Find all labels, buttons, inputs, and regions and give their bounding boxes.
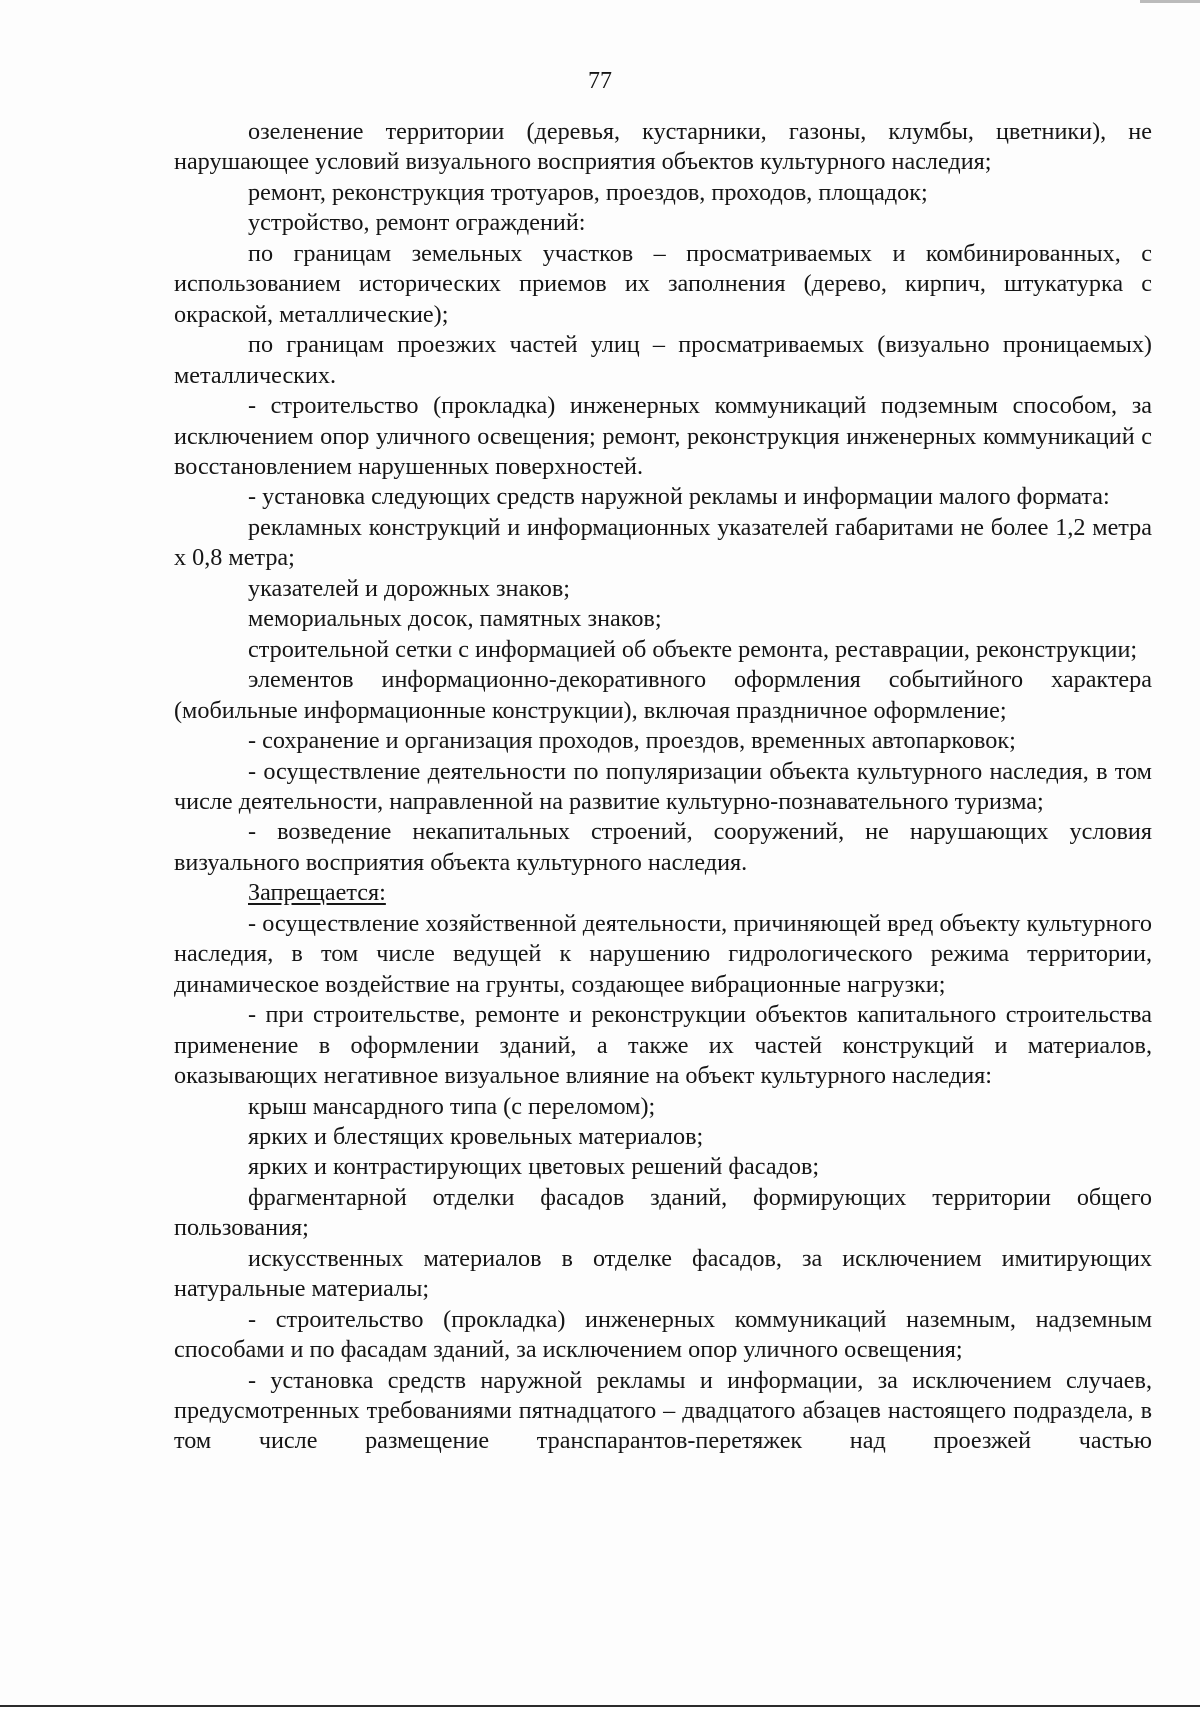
paragraph-artificial-materials: искусственных материалов в отделке фасадов, за исключением имитирующих натуральные материалы; xyxy=(174,1244,1152,1303)
paragraph-decorative-elements: элементов информационно-декоративного оформления событийного характера (мобильные информационные конструкции), включая праздничное оформление; xyxy=(174,666,1152,724)
paragraph-negative-materials: - при строительстве, ремонте и реконструкции объектов капитального строительства применение в оформлении зданий, а также их частей конструкций и материалов, оказывающих негативное визуальное влияние на объект культурного наследия: xyxy=(174,1001,1152,1090)
scan-bottom-border xyxy=(0,1705,1200,1707)
paragraph-mansard-roofs: крыш мансардного типа (с переломом); xyxy=(248,1092,656,1120)
paragraph-road-signs: указателей и дорожных знаков; xyxy=(248,574,570,602)
paragraph-harmful-activity: - осуществление хозяйственной деятельности, причиняющей вред объекту культурного наследия, в том числе ведущей к нарушению гидрологического режима территории, динамическое воздействие на грунты, создающее вибрационные нагрузки; xyxy=(174,909,1152,998)
paragraph-memorial-plaques: мемориальных досок, памятных знаков; xyxy=(248,605,662,633)
scan-edge-mark xyxy=(1140,0,1200,3)
paragraph-outdoor-advertising: - установка следующих средств наружной рекламы и информации малого формата: xyxy=(248,483,1110,511)
paragraph-advertising-restriction: - установка средств наружной рекламы и информации, за исключением случаев, предусмотренных требованиями пятнадцатого – двадцатого абзацев настоящего подраздела, в том числе размещение транспарантов-перетяжек над проезжей частью xyxy=(174,1366,1152,1455)
paragraph-contrasting-colors: ярких и контрастирующих цветовых решений фасадов; xyxy=(248,1153,820,1181)
paragraph-ad-structures-size: рекламных конструкций и информационных указателей габаритами не более 1,2 метра х 0,8 метра; xyxy=(174,513,1152,572)
paragraph-underground-utilities: - строительство (прокладка) инженерных коммуникаций подземным способом, за исключением опор уличного освещения; ремонт, реконструкция инженерных коммуникаций с восстановлением нарушенных поверхностей. xyxy=(174,392,1152,480)
paragraph-popularization: - осуществление деятельности по популяризации объекта культурного наследия, в том числе деятельности, направленной на развитие культурно-познавательного туризма; xyxy=(174,757,1152,815)
prohibited-label: Запрещается: xyxy=(248,879,386,907)
paragraph-sidewalk-repair: ремонт, реконструкция тротуаров, проездов, проходов, площадок; xyxy=(248,178,928,206)
paragraph-construction-mesh: строительной сетки с информацией об объекте ремонта, реставрации, реконструкции; xyxy=(248,635,1138,663)
document-body xyxy=(174,117,1152,1457)
paragraph-fences-land-plots: по границам земельных участков – просматриваемых и комбинированных, с использованием исторических приемов их заполнения (дерево, кирпич, штукатурка с окраской, металлические); xyxy=(174,239,1152,328)
page-number: 77 xyxy=(588,68,612,94)
paragraph-aboveground-utilities: - строительство (прокладка) инженерных коммуникаций наземным, надземным способами и по фасадам зданий, за исключением опор уличного освещения; xyxy=(174,1305,1152,1364)
paragraph-landscaping: озеленение территории (деревья, кустарники, газоны, клумбы, цветники), не нарушающее условий визуального восприятия объектов культурного наследия; xyxy=(174,118,1152,176)
paragraph-passages-parking: - сохранение и организация проходов, проездов, временных автопарковок; xyxy=(248,727,1016,755)
paragraph-fragmentary-finish: фрагментарной отделки фасадов зданий, формирующих территории общего пользования; xyxy=(174,1183,1152,1242)
section-heading-prohibited xyxy=(174,878,1152,908)
paragraph-fences-roadways: по границам проезжих частей улиц – просматриваемых (визуально проницаемых) металлических. xyxy=(174,331,1152,389)
paragraph-temporary-structures: - возведение некапитальных строений, сооружений, не нарушающих условия визуального восприятия объекта культурного наследия. xyxy=(174,818,1152,876)
paragraph-fences: устройство, ремонт ограждений: xyxy=(248,209,586,237)
paragraph-bright-roofing: ярких и блестящих кровельных материалов; xyxy=(248,1122,704,1150)
